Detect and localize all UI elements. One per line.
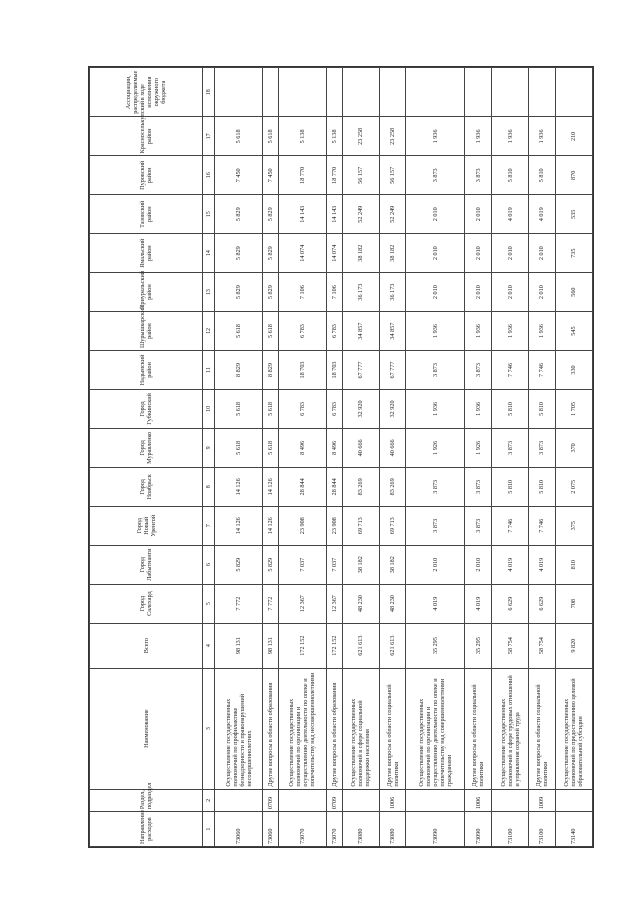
amount-cell: 34 857 [342,312,379,351]
amount-cell [555,68,592,117]
amount-cell: 1 705 [555,389,592,428]
amount-cell: 8 829 [263,351,279,390]
amount-cell: 35 295 [465,623,491,668]
amount-cell: 38 182 [379,234,405,273]
expense-code-cell: 73070 [326,812,342,847]
amount-cell: 1 936 [491,312,528,351]
header-cell: Пуровский район [90,156,203,195]
table-row [278,68,326,847]
amount-cell [278,68,326,117]
amount-cell: 5 810 [529,467,555,506]
amount-cell: 870 [555,156,592,195]
column-number: 8 [203,467,215,506]
name-cell: Осуществление государственных полномочий по организации и осуществлению деятельности по опеке и попечительству над несовершеннолетними [278,668,326,789]
column-number: 2 [203,789,215,812]
amount-cell: 34 857 [379,312,405,351]
expense-code-cell: 73080 [342,812,379,847]
amount-cell: 7 772 [263,584,279,623]
amount-cell: 5 618 [263,428,279,467]
amount-cell: 23 908 [278,506,326,545]
table-row [263,68,279,847]
amount-cell: 5 810 [491,156,528,195]
column-number: 18 [203,68,215,117]
amount-cell: 5 618 [263,117,279,156]
header-cell: Город Муравленко [90,428,203,467]
header-cell: Город Ноябрьск [90,467,203,506]
amount-cell: 32 920 [379,389,405,428]
amount-cell: 5 810 [491,389,528,428]
column-number: 5 [203,584,215,623]
header-cell: Всего [90,623,203,668]
amount-cell: 3 873 [491,428,528,467]
amount-cell: 810 [555,545,592,584]
amount-cell: 5 138 [278,117,326,156]
header-cell: Город Губкинский [90,389,203,428]
name-cell: Другие вопросы в области образования [326,668,342,789]
amount-cell: 6 783 [278,312,326,351]
amount-cell: 36 173 [342,273,379,312]
column-number: 13 [203,273,215,312]
column-number-row [203,68,215,847]
name-cell: Осуществление государственных полномочий по организации и осуществлению деятельности по опеке и попечительству над совершеннолетними гражданами [406,668,465,789]
section-code-cell: 0709 [263,789,279,812]
amount-cell: 38 182 [342,545,379,584]
amount-cell: 6 629 [529,584,555,623]
amount-cell: 5 829 [215,273,263,312]
header-cell: Город Новый Уренгой [90,506,203,545]
amount-cell: 7 037 [278,545,326,584]
name-cell: Другие вопросы в области социальной политики [379,668,405,789]
amount-cell: 38 182 [342,234,379,273]
column-number: 16 [203,156,215,195]
amount-cell: 36 173 [379,273,405,312]
amount-cell [342,68,379,117]
section-code-cell [342,789,379,812]
amount-cell: 735 [555,234,592,273]
expense-code-cell: 73090 [465,812,491,847]
amount-cell: 23 908 [326,506,342,545]
expense-code-cell: 73070 [278,812,326,847]
column-number: 15 [203,195,215,234]
amount-cell: 28 844 [278,467,326,506]
amount-cell: 69 713 [379,506,405,545]
column-number: 7 [203,506,215,545]
table-row [465,68,491,847]
amount-cell: 3 873 [406,506,465,545]
amount-cell [529,68,555,117]
amount-cell: 52 249 [379,195,405,234]
amount-cell: 14 126 [263,506,279,545]
amount-cell: 58 754 [491,623,528,668]
expense-code-cell: 73080 [379,812,405,847]
table-row [326,68,342,847]
amount-cell: 708 [555,584,592,623]
column-number: 6 [203,545,215,584]
amount-cell: 7 746 [529,506,555,545]
amount-cell: 2 010 [465,545,491,584]
amount-cell: 2 010 [406,234,465,273]
section-code-cell [278,789,326,812]
amount-cell: 14 126 [215,506,263,545]
column-number: 11 [203,351,215,390]
amount-cell: 5 618 [263,312,279,351]
amount-cell: 3 873 [465,467,491,506]
amount-cell: 4 019 [491,195,528,234]
table-row [215,68,263,847]
name-cell: Осуществление государственных полномочий в сфере социальной поддержки населения [342,668,379,789]
header-row [90,68,203,847]
amount-cell: 12 367 [278,584,326,623]
section-code-cell [491,789,528,812]
amount-cell: 1 936 [406,389,465,428]
header-cell: Город Лабытнанги [90,545,203,584]
amount-cell: 5 829 [263,273,279,312]
budget-table [89,67,593,847]
amount-cell: 6 783 [326,312,342,351]
table-rotation-wrapper [89,67,593,847]
amount-cell: 2 010 [465,273,491,312]
amount-cell: 67 777 [342,351,379,390]
amount-cell: 40 666 [379,428,405,467]
amount-cell: 1 936 [465,389,491,428]
amount-cell [215,68,263,117]
amount-cell: 5 618 [215,428,263,467]
amount-cell: 4 019 [465,584,491,623]
amount-cell: 2 010 [406,195,465,234]
amount-cell: 28 844 [326,467,342,506]
amount-cell: 4 019 [491,545,528,584]
amount-cell: 6 629 [491,584,528,623]
name-cell: Осуществление государственных полномочий по предоставлению целевой образовательной субсидии [555,668,592,789]
amount-cell: 1 936 [465,312,491,351]
header-cell: Наименование [90,668,203,789]
amount-cell: 2 010 [491,234,528,273]
name-cell: Другие вопросы в области социальной политики [529,668,555,789]
name-cell: Другие вопросы в области социальной политики [465,668,491,789]
amount-cell: 48 230 [379,584,405,623]
column-number: 17 [203,117,215,156]
amount-cell: 375 [555,506,592,545]
section-code-cell [406,789,465,812]
amount-cell: 3 873 [465,506,491,545]
amount-cell [379,68,405,117]
amount-cell: 172 152 [278,623,326,668]
table-row [406,68,465,847]
section-code-cell: 0709 [326,789,342,812]
amount-cell: 14 074 [278,234,326,273]
amount-cell: 330 [555,351,592,390]
amount-cell: 2 075 [555,467,592,506]
amount-cell: 14 126 [215,467,263,506]
amount-cell: 2 010 [529,273,555,312]
amount-cell [263,68,279,117]
amount-cell: 7 037 [326,545,342,584]
amount-cell: 98 131 [263,623,279,668]
amount-cell: 58 754 [529,623,555,668]
amount-cell: 5 810 [529,389,555,428]
amount-cell: 1 926 [406,428,465,467]
amount-cell: 5 618 [215,117,263,156]
amount-cell: 5 810 [529,156,555,195]
expense-code-cell: 73090 [406,812,465,847]
amount-cell: 621 613 [379,623,405,668]
amount-cell: 370 [555,428,592,467]
amount-cell: 5 829 [215,234,263,273]
amount-cell: 5 618 [263,389,279,428]
header-cell: Приуральский район [90,273,203,312]
amount-cell: 5 618 [215,312,263,351]
amount-cell: 5 829 [263,545,279,584]
amount-cell: 52 249 [342,195,379,234]
amount-cell: 3 873 [406,467,465,506]
amount-cell: 2 010 [406,273,465,312]
amount-cell: 67 777 [379,351,405,390]
amount-cell: 7 106 [326,273,342,312]
amount-cell: 4 019 [406,584,465,623]
amount-cell: 23 258 [379,117,405,156]
amount-cell: 5 829 [263,234,279,273]
amount-cell: 5 829 [263,195,279,234]
amount-cell: 210 [555,117,592,156]
amount-cell: 5 138 [326,117,342,156]
amount-cell: 8 496 [278,428,326,467]
expense-code-cell: 73060 [215,812,263,847]
amount-cell: 545 [555,312,592,351]
amount-cell: 8 496 [326,428,342,467]
header-cell: Красноселькупский район [90,117,203,156]
amount-cell: 6 783 [326,389,342,428]
column-number: 4 [203,623,215,668]
amount-cell [326,68,342,117]
column-number: 12 [203,312,215,351]
amount-cell: 7 106 [278,273,326,312]
table-row [491,68,528,847]
amount-cell: 12 367 [326,584,342,623]
amount-cell: 5 829 [215,195,263,234]
column-number: 1 [203,812,215,847]
section-code-cell [215,789,263,812]
table-row [529,68,555,847]
amount-cell: 7 772 [215,584,263,623]
amount-cell: 2 010 [465,234,491,273]
name-cell: Другие вопросы в области образования [263,668,279,789]
header-cell: Надымский район [90,351,203,390]
amount-cell: 1 936 [491,117,528,156]
amount-cell: 2 010 [529,234,555,273]
amount-cell: 40 666 [342,428,379,467]
amount-cell: 2 010 [465,195,491,234]
amount-cell: 4 019 [529,545,555,584]
header-cell: Ямальский район [90,234,203,273]
amount-cell: 621 613 [342,623,379,668]
expense-code-cell: 73100 [529,812,555,847]
amount-cell: 35 295 [406,623,465,668]
expense-code-cell: 73100 [491,812,528,847]
column-number: 10 [203,389,215,428]
amount-cell: 7 746 [529,351,555,390]
amount-cell: 1 926 [465,428,491,467]
amount-cell: 7 450 [215,156,263,195]
amount-cell: 3 873 [465,351,491,390]
amount-cell: 1 936 [529,312,555,351]
amount-cell: 8 829 [215,351,263,390]
expense-code-cell: 73060 [263,812,279,847]
amount-cell: 172 152 [326,623,342,668]
table-row [342,68,379,847]
column-number: 9 [203,428,215,467]
amount-cell: 3 873 [529,428,555,467]
section-code-cell: 1006 [465,789,491,812]
amount-cell: 9 820 [555,623,592,668]
amount-cell: 32 920 [342,389,379,428]
amount-cell: 5 618 [215,389,263,428]
section-code-cell [555,789,592,812]
header-cell: Тазовский район [90,195,203,234]
amount-cell: 7 746 [491,351,528,390]
amount-cell: 5 829 [215,545,263,584]
amount-cell: 560 [555,273,592,312]
amount-cell: 69 713 [342,506,379,545]
column-number: 3 [203,668,215,789]
rotated-budget-table [88,66,594,848]
amount-cell: 14 143 [278,195,326,234]
amount-cell: 3 873 [406,156,465,195]
name-cell: Осуществление государственных полномочий в сфере трудовых отношений и управления охраной труда [491,668,528,789]
amount-cell: 4 019 [529,195,555,234]
amount-cell: 5 810 [491,467,528,506]
amount-cell: 6 783 [278,389,326,428]
amount-cell [491,68,528,117]
amount-cell: 2 010 [406,545,465,584]
amount-cell: 1 936 [465,117,491,156]
amount-cell: 7 450 [263,156,279,195]
table-body [215,68,593,847]
amount-cell: 1 936 [529,117,555,156]
amount-cell: 3 873 [465,156,491,195]
table-row [379,68,405,847]
amount-cell: 14 126 [263,467,279,506]
name-cell: Осуществление государственных полномочий по профилактике безнадзорности и правонарушений несовершеннолетних [215,668,263,789]
header-cell: Направление расходов [90,812,203,847]
amount-cell: 48 230 [342,584,379,623]
amount-cell: 7 746 [491,506,528,545]
amount-cell: 14 074 [326,234,342,273]
header-cell: Ассоциации, распределяемые в ходе исполнения окружного бюджета [90,68,203,117]
amount-cell [406,68,465,117]
amount-cell: 18 770 [326,156,342,195]
amount-cell: 1 936 [406,117,465,156]
header-cell: Шурышкарский район [90,312,203,351]
amount-cell: 3 873 [406,351,465,390]
amount-cell: 56 157 [379,156,405,195]
amount-cell: 83 269 [379,467,405,506]
amount-cell: 18 770 [278,156,326,195]
amount-cell: 1 936 [406,312,465,351]
amount-cell: 14 143 [326,195,342,234]
amount-cell: 83 269 [342,467,379,506]
amount-cell: 98 131 [215,623,263,668]
table-row [555,68,592,847]
amount-cell: 18 703 [326,351,342,390]
amount-cell: 18 703 [278,351,326,390]
expense-code-cell: 73140 [555,812,592,847]
amount-cell: 56 157 [342,156,379,195]
section-code-cell: 1009 [529,789,555,812]
column-number: 14 [203,234,215,273]
amount-cell: 2 010 [491,273,528,312]
header-cell: Раздел, подраздел [90,789,203,812]
amount-cell [465,68,491,117]
amount-cell: 535 [555,195,592,234]
header-cell: Город Салехард [90,584,203,623]
section-code-cell: 1006 [379,789,405,812]
amount-cell: 38 182 [379,545,405,584]
amount-cell: 23 258 [342,117,379,156]
